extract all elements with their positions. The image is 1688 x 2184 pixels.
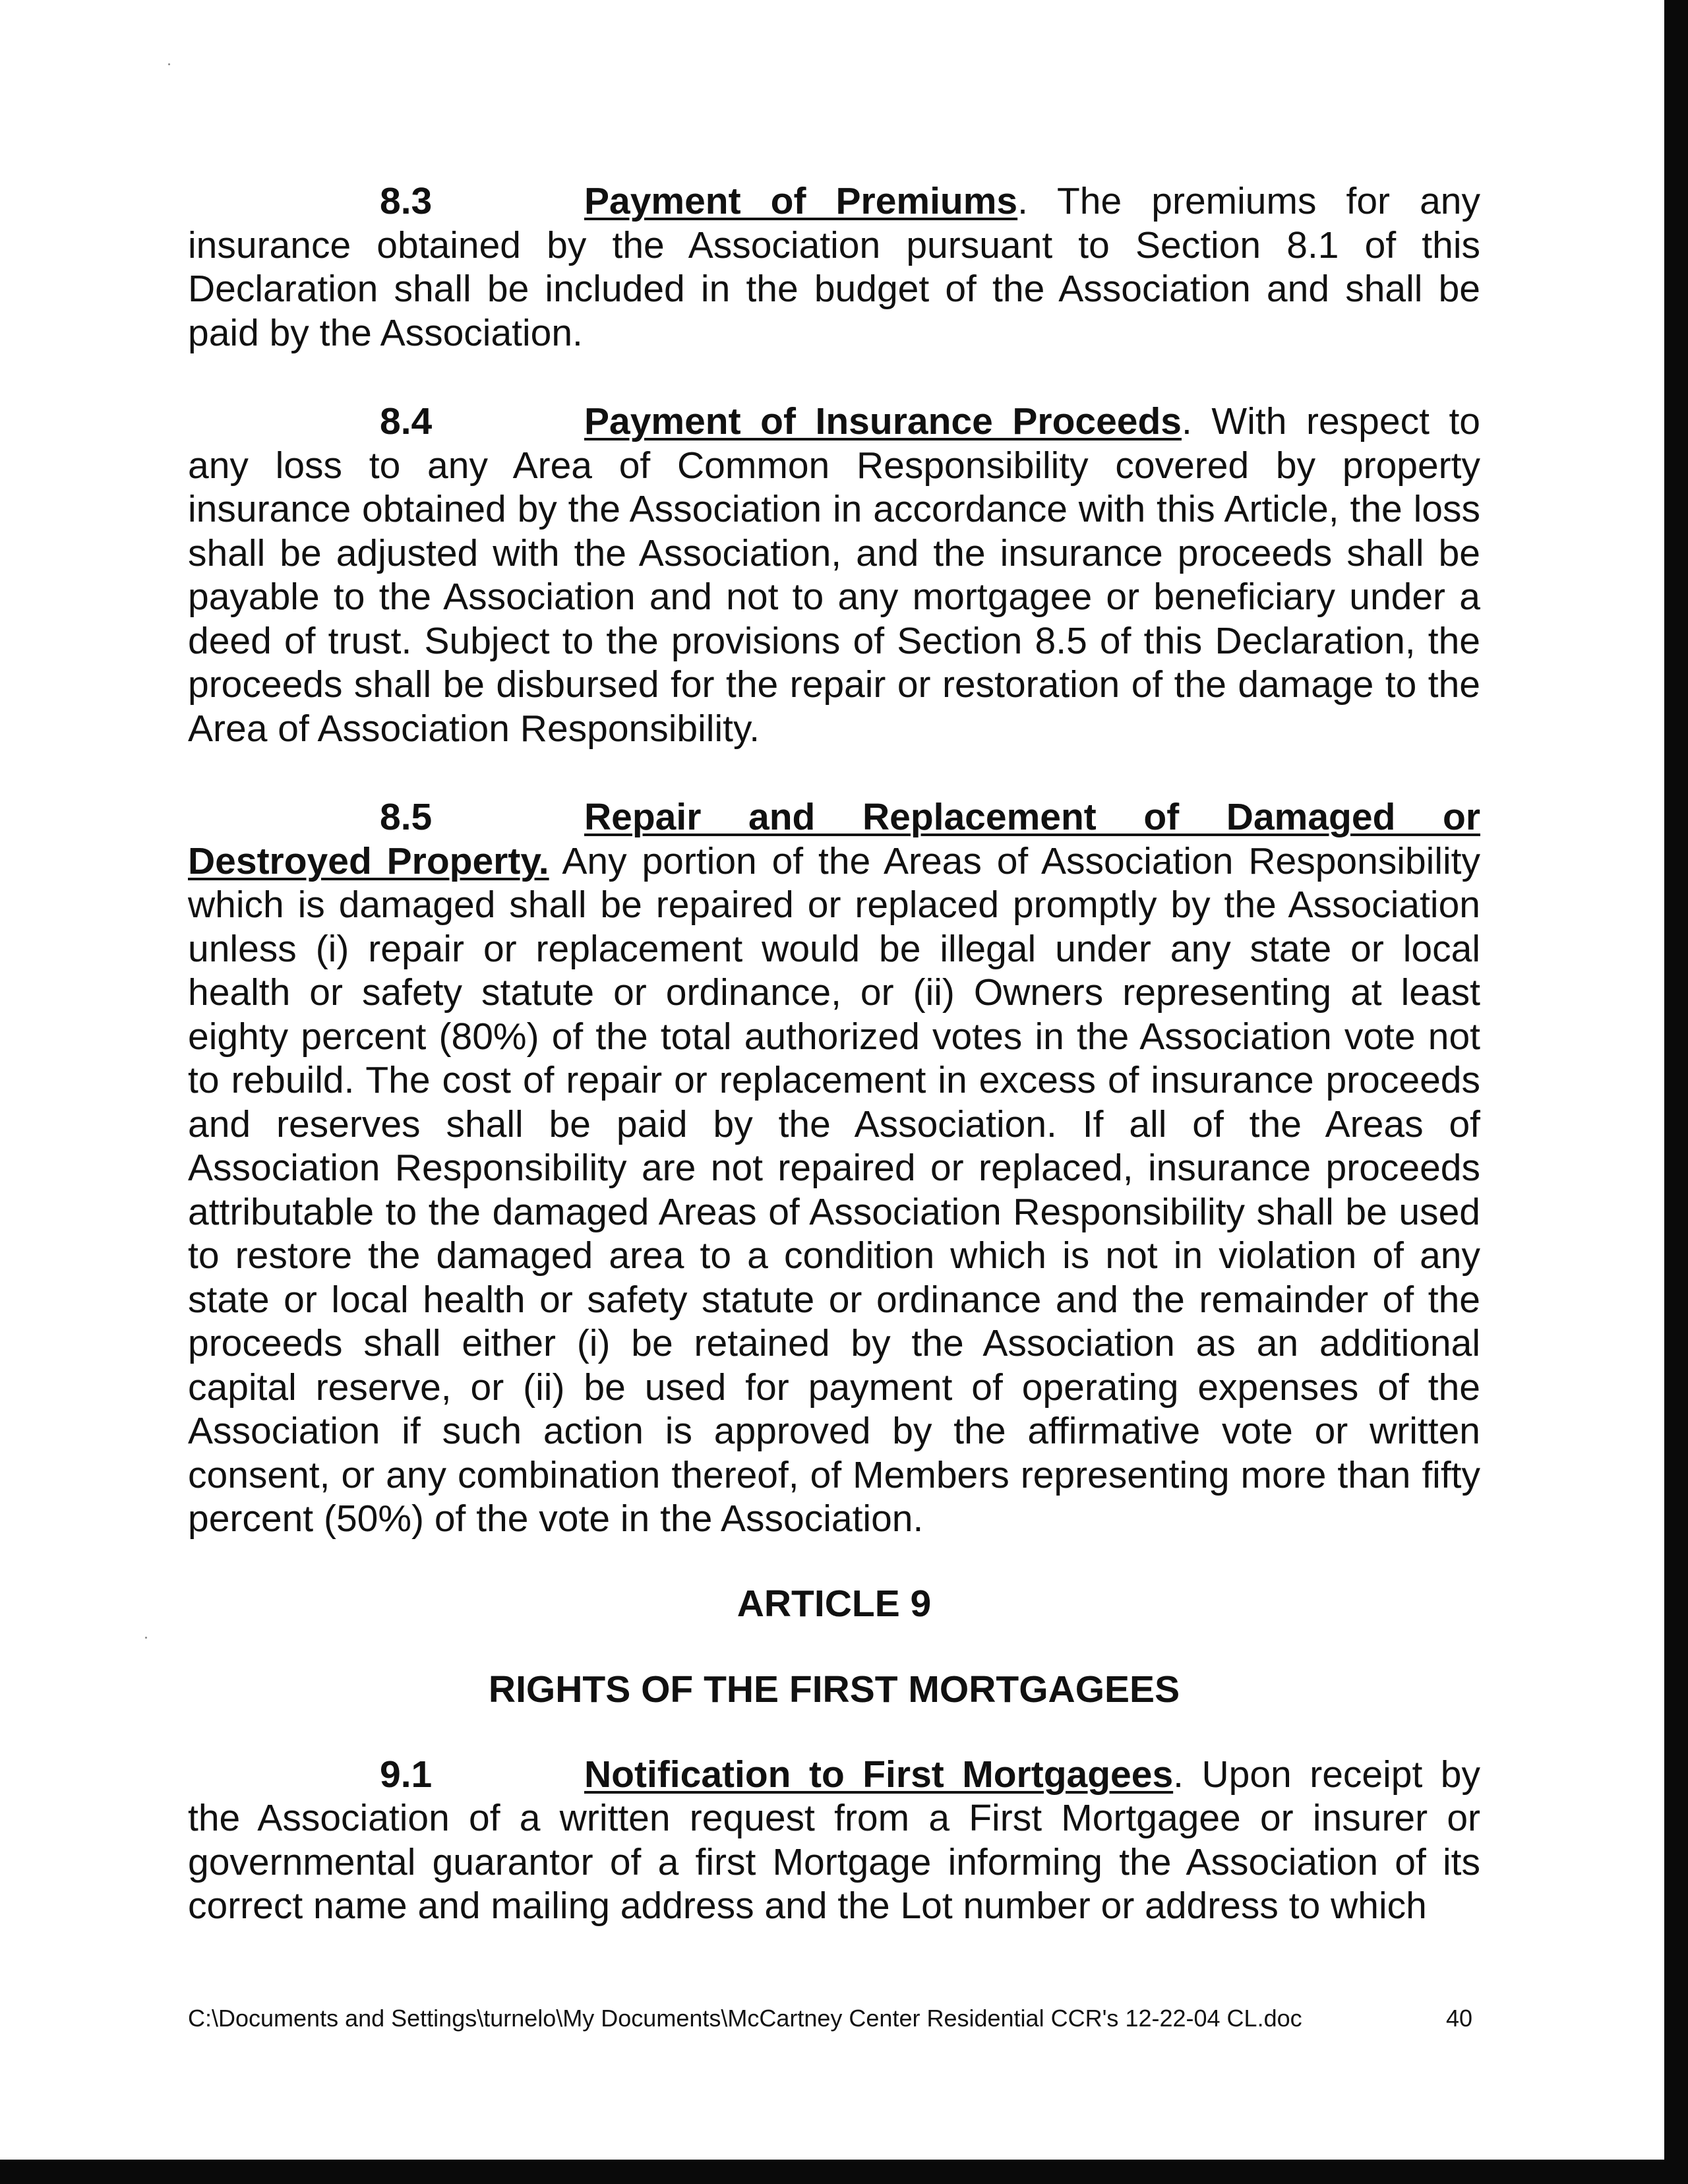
section-number: 9.1: [380, 1753, 433, 1796]
heading-punct: .: [1017, 180, 1028, 222]
heading-punct: .: [1182, 400, 1192, 442]
scan-speck: [145, 1637, 147, 1639]
section-text: The premiums for any insurance obtained by the Association pursuant to Section 8.1 of this Declaration shall be included in the budget of the Association and shall be paid by the Association.: [188, 180, 1480, 354]
section-number: 8.5: [380, 796, 433, 838]
document-body: [188, 179, 1480, 1928]
file-path: C:\Documents and Settings\turnelo\My Documents\McCartney Center Residential CCR's 12-22-04 CL.doc: [188, 2005, 1302, 2032]
section-8-4: [188, 400, 1480, 750]
section-8-5: [188, 795, 1480, 1541]
section-text: Upon receipt by the Association of a written request from a First Mortgagee or insurer or governmental guarantor of a first Mortgage informing the Association of its correct name and mailing address and the Lot number or address to which: [188, 1753, 1481, 1927]
article-title: RIGHTS OF THE FIRST MORTGAGEES: [488, 1668, 1180, 1711]
section-text: With respect to any loss to any Area of Common Responsibility covered by property insurance obtained by the Association in accordance with this Article, the loss shall be adjusted with the Association, and the insurance proceeds shall be payable to the Association and not to any mortgagee or beneficiary under a deed of trust. Subject to the provisions of Section 8.5 of this Declaration, the proceeds shall be disbursed for the repair or restoration of the damage to the Area of Association Responsibility.: [188, 400, 1481, 750]
article-number: ARTICLE 9: [737, 1582, 932, 1625]
heading-punct: .: [1173, 1753, 1184, 1796]
section-8-3: [188, 179, 1480, 355]
section-9-1: [188, 1753, 1480, 1928]
page-footer: [188, 2005, 1480, 2032]
section-number: 8.4: [380, 400, 433, 442]
section-heading: Payment of Insurance Proceeds: [584, 400, 1182, 442]
scan-border-bottom: [0, 2160, 1688, 2184]
section-heading: Repair and Replacement of Damaged or Destroyed Property.: [188, 796, 1480, 882]
scan-speck: [168, 63, 170, 65]
section-heading: Payment of Premiums: [584, 180, 1018, 222]
page-number: 40: [1445, 2005, 1472, 2032]
section-text: Any portion of the Areas of Association Responsibility which is damaged shall be repaired or replaced promptly by the Association unless (i) repair or replacement would be illegal under any state or local health or safety statute or ordinance, or (ii) Owners representing at least eighty percent (80%) of the total authorized votes in the Association vote not to rebuild. The cost of repair or replacement in excess of insurance proceeds and reserves shall be paid by the Association. If all of the Areas of Association Responsibility are not repaired or replaced, insurance proceeds attributable to the damaged Areas of Association Responsibility shall be used to restore the damaged area to a condition which is not in violation of any state or local health or safety statute or ordinance and the remainder of the proceeds shall either (i) be retained by the Association as an additional capital reserve, or (ii) be used for payment of operating expenses of the Association if such action is approved by the affirmative vote or written consent, or any combination thereof, of Members representing more than fifty percent (50%) of the vote in the Association.: [188, 839, 1480, 1540]
section-heading: Notification to First Mortgagees: [584, 1753, 1174, 1796]
section-number: 8.3: [380, 180, 433, 222]
scan-border-right: [1664, 0, 1688, 2184]
